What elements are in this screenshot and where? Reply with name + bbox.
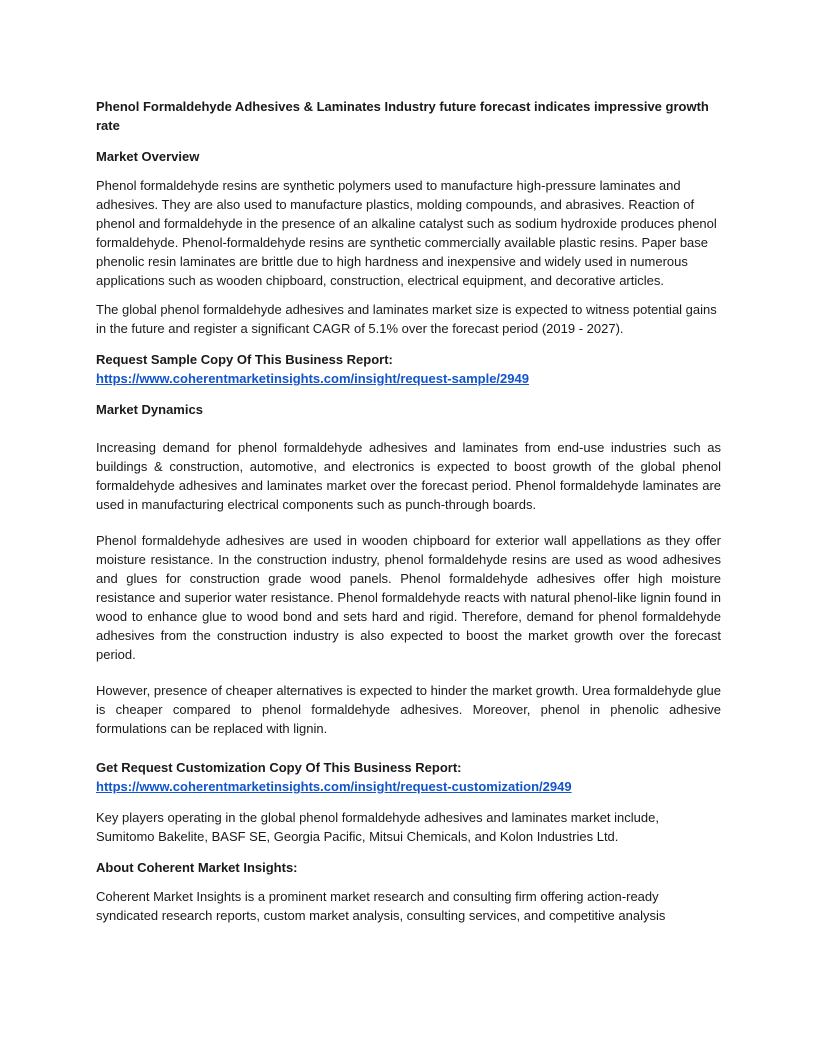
sample-request-heading: Request Sample Copy Of This Business Report: bbox=[96, 352, 393, 367]
market-overview-paragraph-2: The global phenol formaldehyde adhesives and laminates market size is expected to witness potential gains in the future and register a significant CAGR of 5.1% over the forecast period (2019 - 2027). bbox=[96, 302, 717, 336]
document-page bbox=[96, 97, 721, 935]
sample-request-block bbox=[96, 350, 721, 388]
market-dynamics-paragraph-1: Increasing demand for phenol formaldehyde adhesives and laminates from end-use industries such as buildings & construction, automotive, and electronics is expected to boost growth of the global phenol formaldehyde adhesives and laminates market over the forecast period. Phenol formaldehyde laminates are used in manufacturing electrical components such as punch-through boards. bbox=[96, 440, 721, 512]
about-paragraph: Coherent Market Insights is a prominent market research and consulting firm offering action-ready syndicated research reports, custom market analysis, consulting services, and competitive analysis bbox=[96, 889, 666, 923]
customization-request-heading: Get Request Customization Copy Of This Business Report: bbox=[96, 760, 462, 775]
customization-request-block bbox=[96, 758, 721, 796]
page-title: Phenol Formaldehyde Adhesives & Laminates Industry future forecast indicates impressive growth rate bbox=[96, 99, 709, 133]
market-overview-paragraph-1: Phenol formaldehyde resins are synthetic polymers used to manufacture high-pressure laminates and adhesives. They are also used to manufacture plastics, molding compounds, and abrasives. Reaction of phenol and formaldehyde in the presence of an alkaline catalyst such as sodium hydroxide produces phenol formaldehyde. Phenol-formaldehyde resins are synthetic commercially available plastic resins. Paper base phenolic resin laminates are brittle due to high hardness and inexpensive and widely used in numerous applications such as wooden chipboard, construction, electrical equipment, and decorative articles. bbox=[96, 178, 717, 288]
about-heading: About Coherent Market Insights: bbox=[96, 860, 298, 875]
customization-request-link[interactable]: https://www.coherentmarketinsights.com/insight/request-customization/2949 bbox=[96, 779, 572, 794]
key-players-paragraph: Key players operating in the global phenol formaldehyde adhesives and laminates market include, Sumitomo Bakelite, BASF SE, Georgia Pacific, Mitsui Chemicals, and Kolon Industries Ltd. bbox=[96, 810, 659, 844]
market-dynamics-paragraph-3: However, presence of cheaper alternatives is expected to hinder the market growth. Urea formaldehyde glue is cheaper compared to phenol formaldehyde adhesives. Moreover, phenol in phenolic adhesive formulations can be replaced with lignin. bbox=[96, 683, 721, 736]
market-overview-heading: Market Overview bbox=[96, 149, 200, 164]
market-dynamics-heading: Market Dynamics bbox=[96, 402, 203, 417]
market-dynamics-paragraph-2: Phenol formaldehyde adhesives are used in wooden chipboard for exterior wall appellations as they offer moisture resistance. In the construction industry, phenol formaldehyde resins are used as wood adhesives and glues for construction grade wood panels. Phenol formaldehyde adhesives offer high moisture resistance and superior water resistance. Phenol formaldehyde reacts with natural phenol-like lignin found in wood to enhance glue to wood bond and sets hard and rigid. Therefore, demand for phenol formaldehyde adhesives from the construction industry is also expected to boost the market growth over the forecast period. bbox=[96, 533, 721, 662]
sample-request-link[interactable]: https://www.coherentmarketinsights.com/insight/request-sample/2949 bbox=[96, 371, 529, 386]
